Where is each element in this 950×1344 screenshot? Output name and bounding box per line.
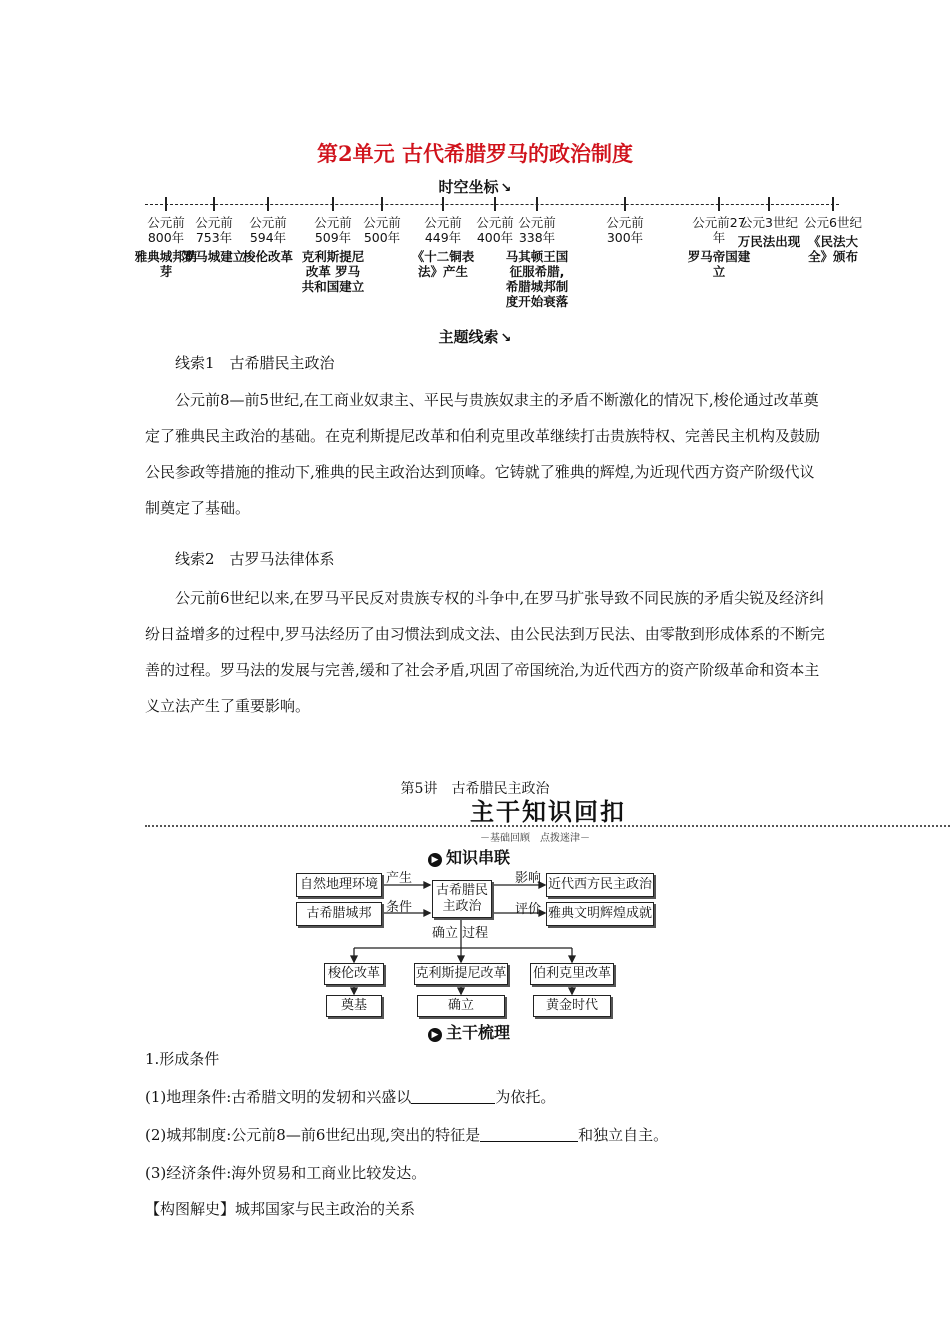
main-heading: 主干知识回扣 (470, 798, 626, 826)
answer-blank[interactable] (480, 1127, 578, 1142)
theme-heading-text: 主题线索 (438, 328, 499, 346)
timeline-date: 公元6世纪 (804, 215, 862, 230)
clue2-text: 公元前6世纪以来,在罗马平民反对贵族专权的斗争中,在罗马扩张导致不同民族的矛盾尖锐及经济纠纷日益增多的过程中,罗马法经历了由习惯法到成文法、由公民法到万民法、由零散到形成体系的不断完善的过程。罗马法的发展与完善,缓和了社会矛盾,巩固了帝国统治,为近代西方的资产阶级革命和资本主义立法产生了重要影响。 (145, 589, 825, 715)
arrow-icon: ↘ (500, 331, 512, 346)
timeline-date: 公元前500年 (363, 215, 401, 245)
label-evaluate: 评价 (515, 902, 542, 917)
timeline-date: 公元3世纪 (740, 215, 798, 230)
timeline-date: 公元前400年 (476, 215, 514, 245)
unit-title: 第2单元 古代希腊罗马的政治制度 (317, 141, 633, 166)
box-modern-democracy: 近代西方民主政治 (546, 873, 654, 897)
timeline-event: 克利斯提尼改革 罗马共和国建立 (301, 249, 365, 294)
knowledge-chain-label: ▶ 知识串联 (428, 845, 510, 868)
item-city-state: (2)城邦制度:公元前8—前6世纪出现,突出的特征是 和独立自主。 (145, 1126, 669, 1144)
label-condition: 条件 (386, 900, 413, 915)
box-establish: 确立 (417, 995, 505, 1017)
timeline-heading-text: 时空坐标 (438, 178, 499, 196)
item-geography: (1)地理条件:古希腊文明的发轫和兴盛以 为依托。 (145, 1088, 556, 1106)
box-solon-reform: 梭伦改革 (324, 963, 384, 985)
label-produce: 产生 (386, 871, 413, 886)
answer-blank[interactable] (411, 1089, 495, 1104)
play-icon: ▶ (428, 1028, 442, 1042)
label-process: 确立 过程 (432, 926, 489, 941)
timeline-date: 公元前300年 (606, 215, 644, 245)
box-pericles-reform: 伯利克里改革 (530, 963, 614, 985)
box-natural-environment: 自然地理环境 (296, 873, 382, 897)
timeline-event: 罗马帝国建立 (687, 249, 751, 279)
timeline-event: 《十二铜表法》产生 (411, 249, 475, 279)
box-greek-democracy: 古希腊民主政治 (432, 880, 492, 918)
timeline-event: 雅典城邦萌芽 (134, 249, 198, 279)
box-athens-achievements: 雅典文明辉煌成就 (546, 902, 654, 926)
timeline-date: 公元前338年 (518, 215, 556, 245)
box-golden-age: 黄金时代 (533, 995, 611, 1017)
label-influence: 影响 (515, 871, 542, 886)
timeline-date: 公元前509年 (314, 215, 352, 245)
timeline-event: 马其顿王国征服希腊,希腊城邦制度开始衰落 (505, 249, 569, 309)
timeline-event: 梭伦改革 (242, 249, 293, 264)
timeline-date: 公元前27年 (692, 215, 746, 245)
timeline-event: 罗马城建立 (182, 249, 246, 264)
clue1-title: 线索1 古希腊民主政治 (175, 354, 335, 372)
main-subheading: －基础回顾 点拨迷津－ (480, 833, 590, 844)
box-foundation: 奠基 (326, 995, 382, 1017)
timeline-date: 公元前449年 (424, 215, 462, 245)
timeline-event: 《民法大全》颁布 (807, 234, 858, 264)
clue2-title: 线索2 古罗马法律体系 (175, 550, 335, 568)
clue1-text: 公元前8—前5世纪,在工商业奴隶主、平民与贵族奴隶主的矛盾不断激化的情况下,梭伦通过改革奠定了雅典民主政治的基础。在克利斯提尼改革和伯利克里改革继续打击贵族特权、完善民主机构及鼓励公民参政等措施的推动下,雅典的民主政治达到顶峰。它铸就了雅典的辉煌,为近现代西方资产阶级代议制奠定了基础。 (145, 391, 821, 517)
play-icon: ▶ (428, 853, 442, 867)
box-greek-city-state: 古希腊城邦 (296, 902, 382, 926)
item-economy: (3)经济条件:海外贸易和工商业比较发达。 (145, 1164, 427, 1182)
timeline-date: 公元前800年 (147, 215, 185, 245)
arrow-icon: ↘ (500, 181, 512, 196)
timeline-date: 公元前594年 (249, 215, 287, 245)
lesson-title: 第5讲 古希腊民主政治 (400, 781, 550, 797)
item-heading: 1.形成条件 (145, 1050, 220, 1068)
timeline-event: 万民法出现 (737, 234, 801, 249)
main-outline-label: ▶ 主干梳理 (428, 1020, 510, 1043)
timeline-date: 公元前753年 (195, 215, 233, 245)
item-diagram-note: 【构图解史】城邦国家与民主政治的关系 (145, 1200, 416, 1218)
box-cleisthenes-reform: 克利斯提尼改革 (414, 963, 508, 985)
